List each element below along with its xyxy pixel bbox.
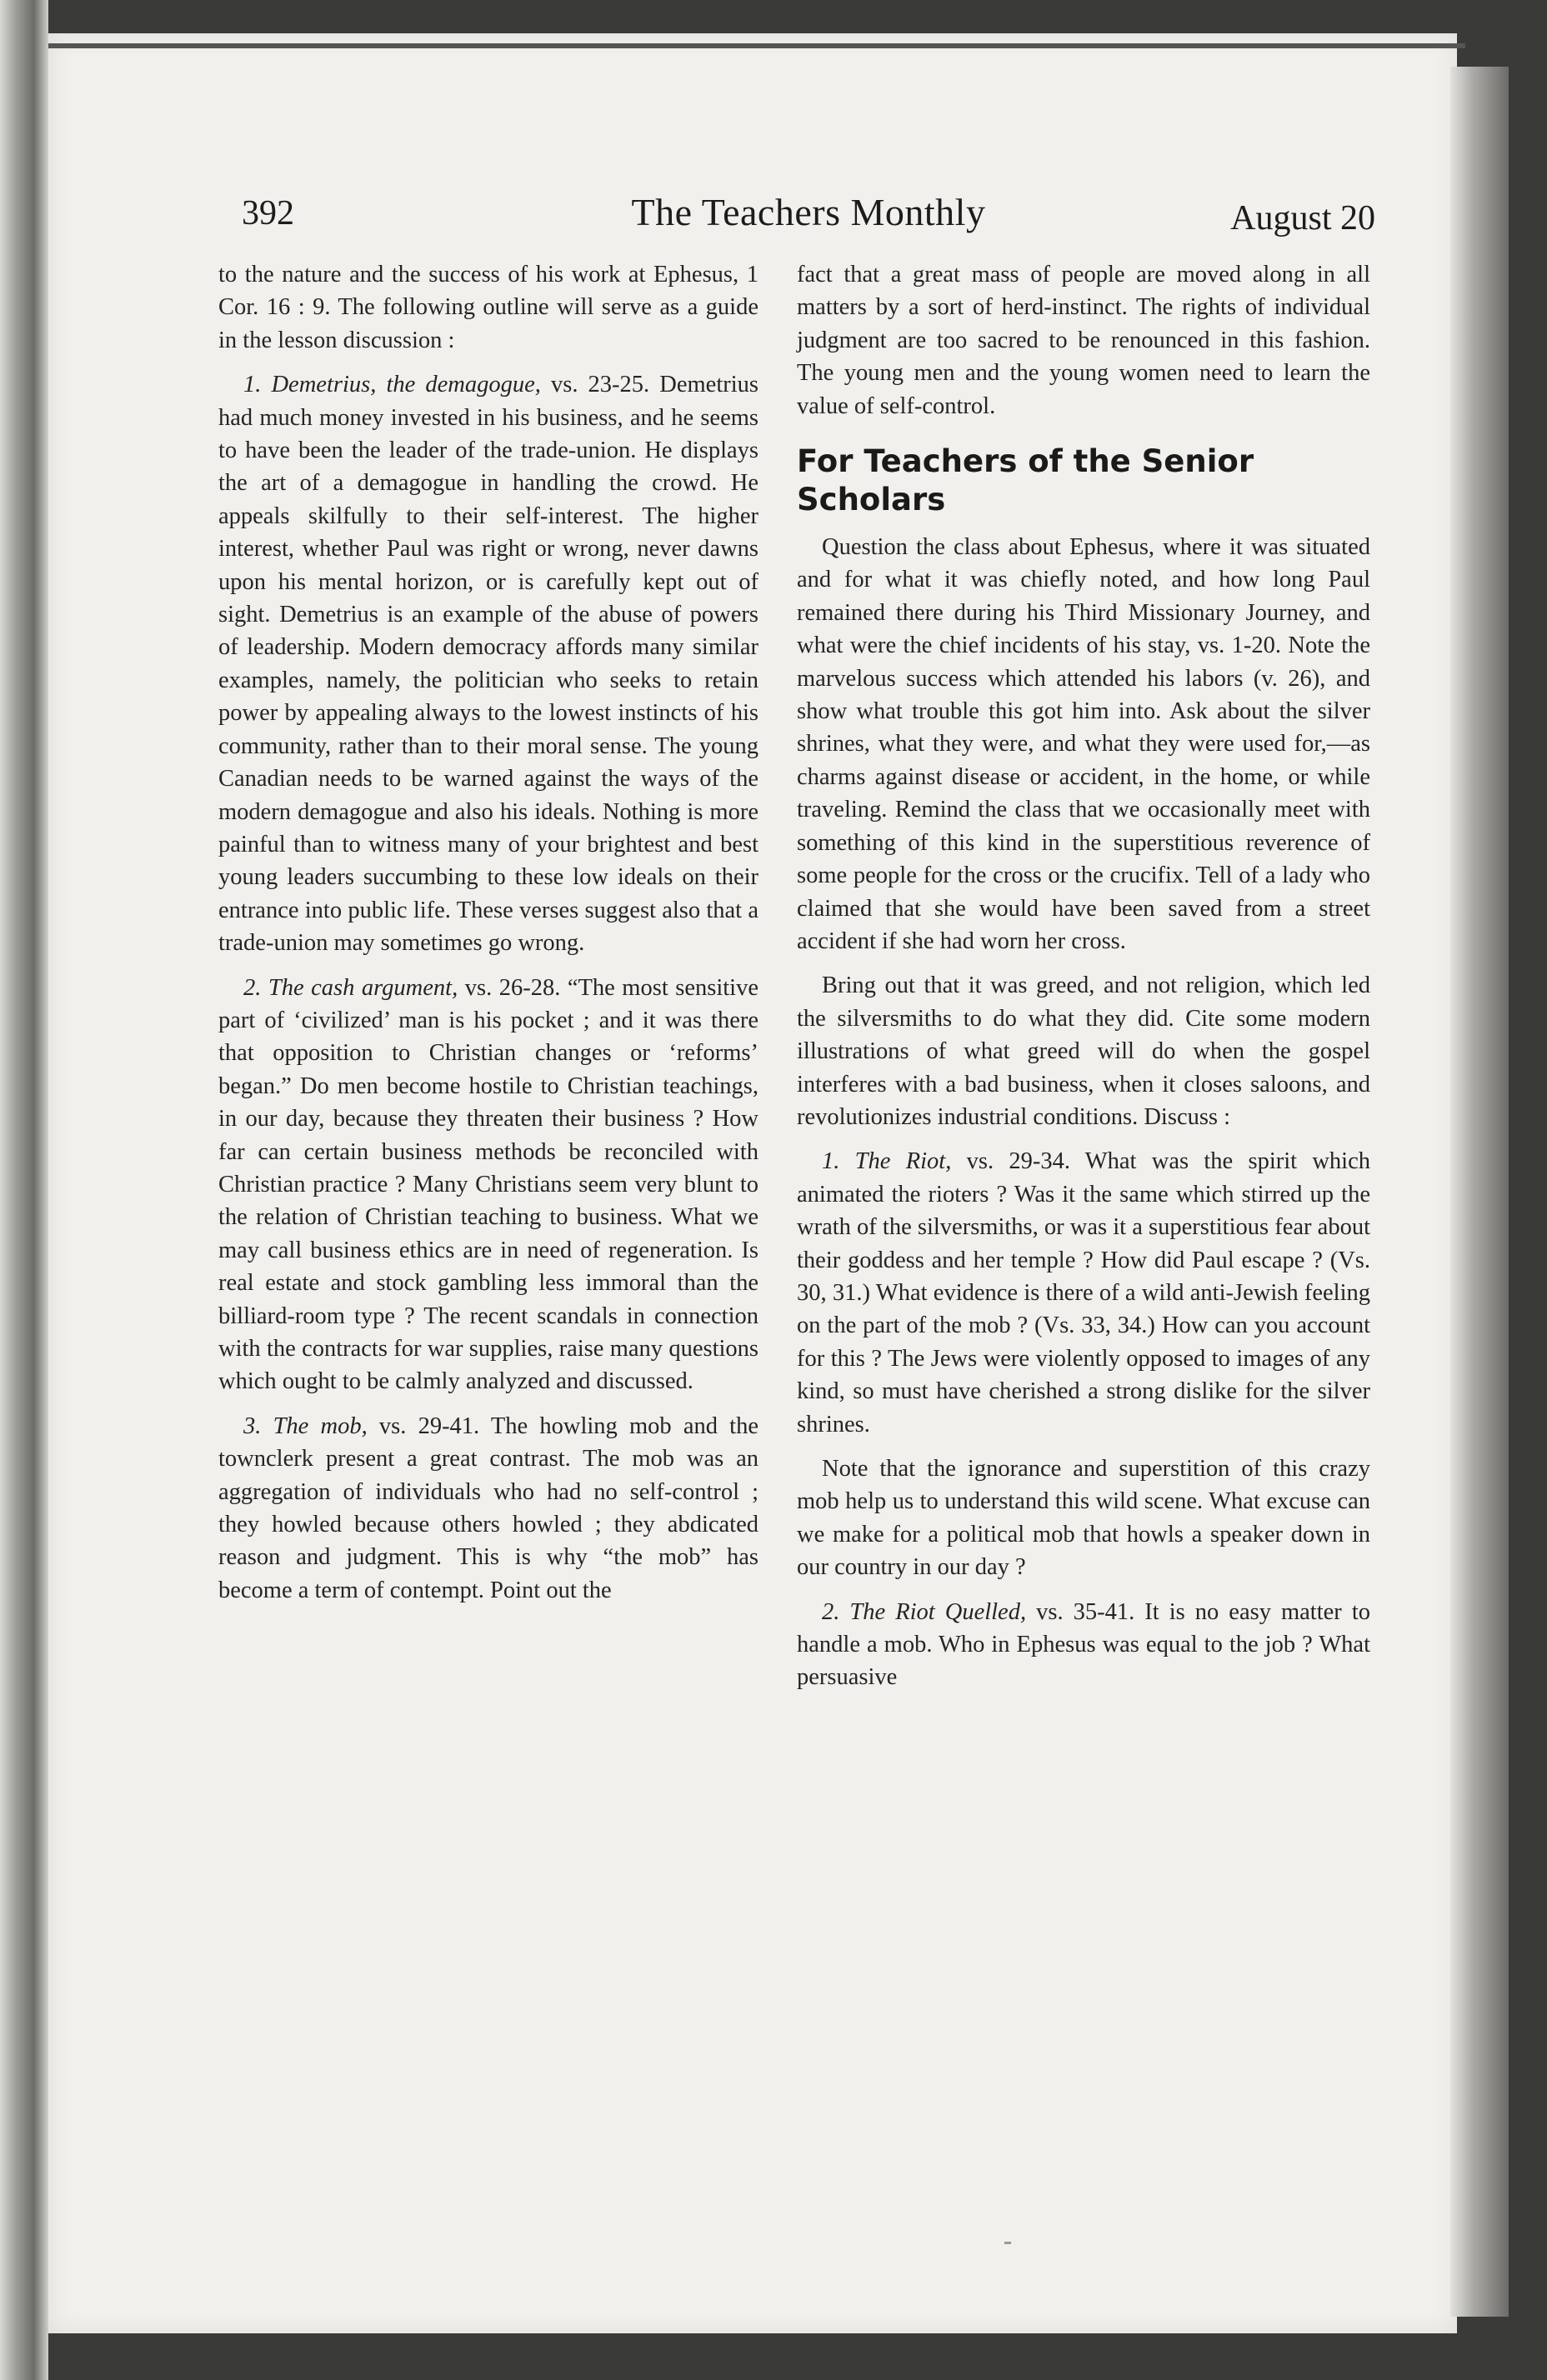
paragraph: to the nature and the success of his work at Ephesus, 1 Cor. 16 : 9. The following outline will serve as a guide in the lesson discussion : [218,262,758,353]
running-head [242,190,1375,240]
subheading-riot-quelled: 2. The Riot Quelled, [822,1598,1027,1625]
paragraph: fact that a great mass of people are moved along in all matters by a sort of herd-instinct. The rights of individual judgment are too sacred to be renounced in this fashion. The young men and the young women need to learn the value of self-control. [797,262,1370,419]
subheading-riot: 1. The Riot, [822,1148,952,1175]
subheading-mob: 3. The mob, [243,1412,368,1439]
subheading-cash-argument: 2. The cash argument, [243,974,458,1001]
paragraph-mob [218,1410,758,1607]
paragraph-riot-quelled [797,1596,1370,1694]
paragraph: Question the class about Ephesus, where it was situated and for what it was chiefly noted, and how long Paul remained there during his Third Missionary Journey, and what were the chief incidents of his stay, vs. 1-20. Note the marvelous success which attended his labors (v. 26), and show what trouble this got him into. Ask about the silver shrines, what they were, and what they were used for,—as charms against disease or accident, in the home, or while traveling. Remind the class that we occasionally meet with something of this kind in the superstitious reverence of some people for the cross or the crucifix. Tell of a lady who claimed that she would have been saved from a street accident if she had worn her cross. [797,534,1370,954]
issue-date: August 20 [1230,199,1375,238]
ink-mark [1004,2242,1011,2244]
journal-title: The Teachers Monthly [631,191,986,233]
paragraph: Note that the ignorance and superstition of this crazy mob help us to understand this wild scene. What excuse can we make for a political mob that howls a speaker down in our country in our day ? [797,1456,1370,1581]
paragraph-text: vs. 26-28. “The most sensitive part of ‘civilized’ man is his pocket ; and it was there that opposition to Christian changes or ‘reforms’ began.” Do men become hostile to Christian teachings, in our day, because they threaten their business ? How far can certain business methods be reconciled with Christian practice ? Many Christians seem very blunt to the relation of Christian teaching to business. What we may call business ethics are in need of regeneration. Is real estate and stock gambling less immoral than the billiard-room type ? The recent scandals in connection with the contracts for war supplies, raise many questions which ought to be calmly analyzed and discussed. [218,974,758,1395]
paragraph-demetrius [218,368,758,959]
paragraph-text: vs. 29-41. The howling mob and the townclerk present a great contrast. The mob was an aggregation of individuals who had no self-control ; they howled because others howled ; they abdicated reason and judgment. This is why “the mob” has become a term of contempt. Point out the [218,1412,758,1603]
left-column [218,258,758,1618]
paragraph-cash-argument [218,972,758,1398]
right-column [797,258,1370,1706]
paragraph-text: vs. 23-25. Demetrius had much money invested in his business, and he seems to have been the leader of the trade-union. He displays the art of a demagogue in handling the crowd. He appeals skilfully to their self-interest. The higher interest, whether Paul was right or wrong, never dawns upon his mental horizon, or is carefully kept out of sight. Demetrius is an example of the abuse of powers of leadership. Modern democracy affords many similar examples, namely, the politician who seeks to retain power by appealing always to the lowest instincts of his community, rather than to their moral sense. The young Canadian needs to be warned against the ways of the modern demagogue and also his ideals. Nothing is more painful than to witness many of your brightest and best young leaders succumbing to these low ideals on their entrance into public life. These verses suggest also that a trade-union may sometimes go wrong. [218,372,758,957]
page-edge-shadow [1450,67,1509,2317]
paragraph-riot [797,1145,1370,1441]
paragraph: Bring out that it was greed, and not religion, which led the silversmiths to do what they did. Cite some modern illustrations of what greed will do when the gospel interferes with a bad business, when it closes saloons, and revolutionizes industrial conditions. Discuss : [797,972,1370,1130]
page-number: 392 [242,194,294,232]
paragraph-text: vs. 29-34. What was the spirit which animated the rioters ? Was it the same which stirred up the wrath of the silversmiths, or was it a superstitious fear about their goddess and her temple ? How did Paul escape ? (Vs. 30, 31.) What evidence is there of a wild anti-Jewish feeling on the part of the mob ? (Vs. 33, 34.) How can you account for this ? The Jews were violently opposed to images of any kind, so must have cherished a strong dislike for the silver shrines. [797,1148,1370,1438]
page-top-border [48,43,1465,48]
section-heading: For Teachers of the Senior Scholars [797,443,1254,518]
subheading-demetrius: 1. Demetrius, the demagogue, [243,372,541,398]
paragraph-text: vs. 35-41. It is no easy matter to handle a mob. Who in Ephesus was equal to the job ? What persuasive [797,1598,1370,1691]
binding-spine [0,0,48,2380]
